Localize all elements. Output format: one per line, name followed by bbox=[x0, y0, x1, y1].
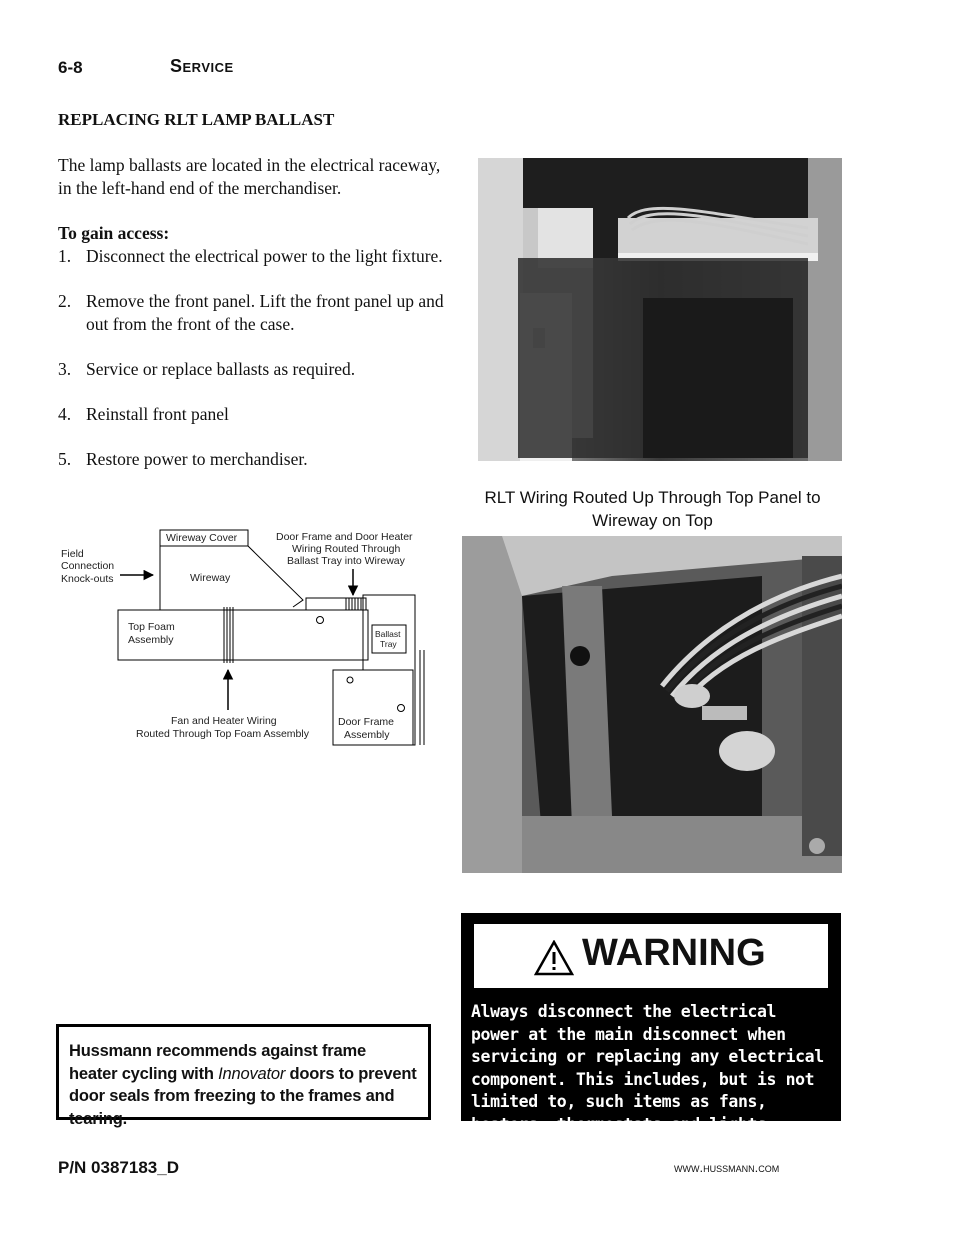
wiring-photo-caption: RLT Wiring Routed Up Through Top Panel to Wireway on Top bbox=[484, 488, 821, 530]
warning-triangle-icon bbox=[534, 940, 574, 976]
note-product-name: Innovator bbox=[218, 1064, 286, 1083]
diagram-label: Field bbox=[61, 548, 84, 560]
wiring-diagram bbox=[58, 525, 438, 750]
step-item bbox=[58, 358, 448, 381]
section-title: REPLACING RLT LAMP BALLAST bbox=[58, 110, 335, 129]
note-text: Hussmann recommends against frame heater cycling with bbox=[69, 1042, 366, 1083]
step-item bbox=[58, 290, 448, 335]
warning-text: Always disconnect the electrical power at the main disconnect when servicing or replacing any electrical component. This includes, but is not limited to, such items as fans, heaters, thermostats and lights. bbox=[471, 1002, 824, 1134]
access-heading: To gain access: bbox=[58, 223, 170, 243]
step-item bbox=[58, 448, 448, 471]
step-number: 2. bbox=[58, 291, 72, 311]
diagram-label: Wireway Cover bbox=[166, 532, 238, 544]
note-text: doors to prevent door seals from freezing to the frames and tearing. bbox=[69, 1064, 417, 1128]
step-item bbox=[58, 403, 448, 426]
warning-header bbox=[473, 923, 829, 989]
diagram-label: Tray bbox=[380, 639, 397, 649]
steps-list bbox=[58, 245, 448, 493]
wiring-photo bbox=[478, 158, 842, 461]
diagram-label: Connection bbox=[61, 560, 115, 572]
diagram-label: Knock-outs bbox=[61, 573, 114, 585]
warning-title: WARNING bbox=[582, 932, 766, 974]
step-text: Service or replace ballasts as required. bbox=[86, 358, 356, 379]
section-header: Service bbox=[170, 56, 234, 76]
diagram-label: Assembly bbox=[128, 634, 174, 646]
diagram-label: Door Frame and Door Heater bbox=[276, 531, 413, 543]
diagram-label: Assembly bbox=[344, 729, 390, 741]
frame-heater-note bbox=[56, 1024, 431, 1128]
ballast-photo bbox=[462, 536, 842, 873]
step-number: 4. bbox=[58, 403, 72, 424]
step-text: Restore power to merchandiser. bbox=[86, 448, 308, 469]
diagram-label: Routed Through Top Foam Assembly bbox=[136, 728, 309, 740]
intro-paragraph: The lamp ballasts are located in the electrical raceway, in the left-hand end of the merchandiser. bbox=[58, 155, 441, 198]
warning-box bbox=[461, 913, 841, 1134]
website-link[interactable]: www.hussmann.com bbox=[674, 1160, 780, 1175]
step-text: Reinstall front panel bbox=[86, 403, 229, 424]
diagram-label: Door Frame bbox=[338, 716, 395, 728]
step-number: 3. bbox=[58, 358, 72, 379]
step-item bbox=[58, 245, 448, 268]
diagram-label: Wiring Routed Through bbox=[292, 543, 401, 555]
page-number: 6-8 bbox=[58, 58, 83, 77]
diagram-label: Fan and Heater Wiring bbox=[171, 715, 277, 727]
part-number: P/N 0387183_D bbox=[58, 1158, 179, 1177]
diagram-label: Wireway bbox=[190, 572, 231, 584]
step-text: Remove the front panel. Lift the front panel up and out from the front of the case. bbox=[86, 291, 444, 334]
diagram-label: Ballast bbox=[375, 629, 401, 639]
diagram-label: Ballast Tray into Wireway bbox=[287, 555, 405, 567]
step-number: 1. bbox=[58, 246, 72, 266]
diagram-label: Top Foam bbox=[128, 621, 175, 633]
step-number: 5. bbox=[58, 448, 72, 469]
step-text: Disconnect the electrical power to the light fixture. bbox=[86, 246, 443, 266]
